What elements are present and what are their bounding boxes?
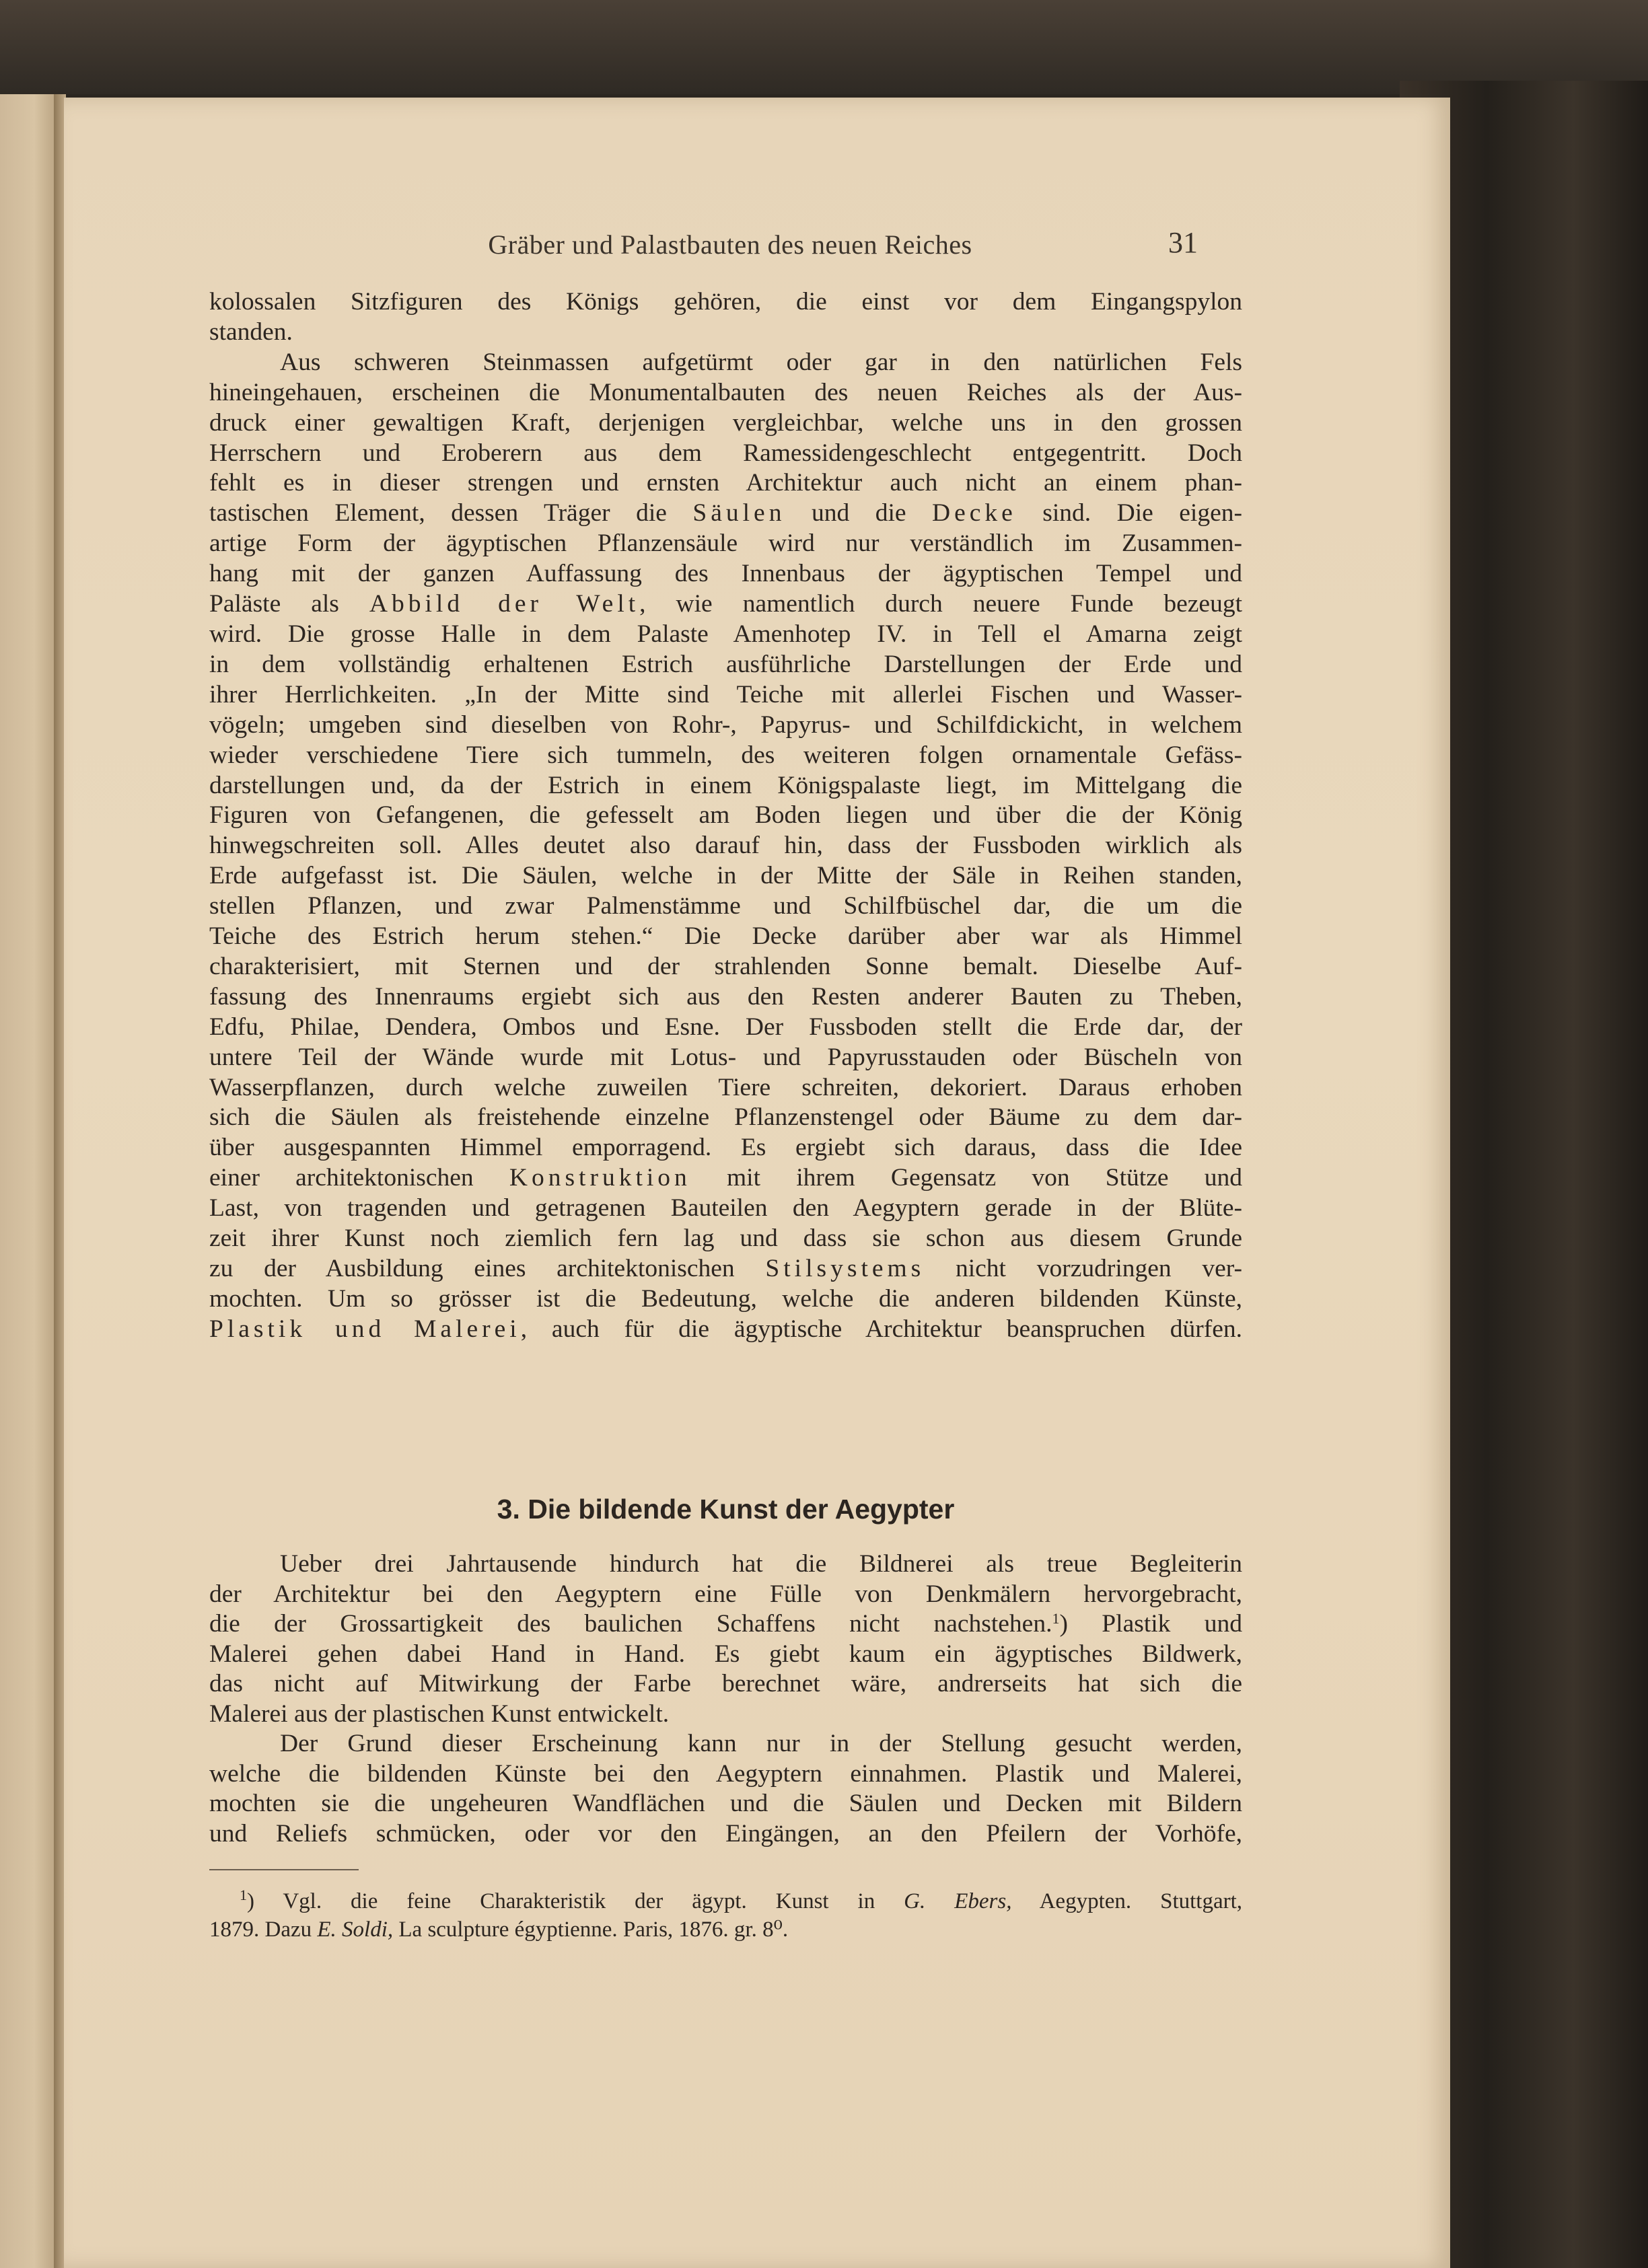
running-head: Gräber und Palastbauten des neuen Reiches — [488, 229, 972, 260]
text-line: wird. Die grosse Halle in dem Palaste Amenhotep IV. in Tell el Amarna zeigt — [209, 620, 1242, 648]
emphasis-text: Plastik und Malerei — [209, 1315, 521, 1343]
text-run: La sculpture égyptienne. Paris, 1876. gr. 8⁰. — [393, 1917, 789, 1942]
text-line — [209, 1254, 1242, 1284]
footnote-ref[interactable]: 1 — [1052, 1610, 1060, 1627]
text-line: untere Teil der Wände wurde mit Lotus- und Papyrusstauden oder Büscheln von — [209, 1043, 1242, 1071]
text-line: Figuren von Gefangenen, die gefesselt am Boden liegen und über die der König — [209, 801, 1242, 830]
text-line: sich die Säulen als freistehende einzelne Pflanzenstengel oder Bäume zu dem dar- — [209, 1103, 1242, 1132]
text-line — [209, 1315, 1242, 1345]
author-name: G. Ebers, — [904, 1889, 1012, 1913]
text-run: sind. Die eigen- — [1016, 499, 1242, 527]
text-line: in dem vollständig erhaltenen Estrich ausführliche Darstellungen der Erde und — [209, 650, 1242, 678]
text-run: mit ihrem Gegensatz von Stütze und — [690, 1164, 1242, 1192]
text-run: , auch für die ägyptische Architektur beanspruchen dürfen. — [520, 1315, 1242, 1343]
text-run: , wie namentlich durch neuere Funde bezeugt — [639, 590, 1242, 618]
text-run: und die — [785, 499, 933, 527]
text-run: Paläste als — [209, 590, 369, 618]
text-line: Der Grund dieser Erscheinung kann nur in der Stellung gesucht werden, — [280, 1730, 1242, 1757]
text-line: Edfu, Philae, Dendera, Ombos und Esne. Der Fussboden stellt die Erde dar, der — [209, 1013, 1242, 1041]
text-run: ) Plastik und — [1059, 1610, 1242, 1638]
text-line: welche die bildenden Künste bei den Aegyptern einnahmen. Plastik und Malerei, — [209, 1759, 1242, 1788]
emphasis-text: Stilsystems — [765, 1255, 925, 1282]
emphasis-text: Decke — [932, 499, 1017, 527]
text-line: Last, von tragenden und getragenen Bauteilen den Aegyptern gerade in der Blüte- — [209, 1194, 1242, 1222]
text-line: Ueber drei Jahrtausende hindurch hat die Bildnerei als treue Begleiterin — [280, 1550, 1242, 1578]
text-line: Malerei aus der plastischen Kunst entwickelt. — [209, 1699, 670, 1728]
text-line: Erde aufgefasst ist. Die Säulen, welche in der Mitte der Säle in Reihen standen, — [209, 862, 1242, 890]
text-line: der Architektur bei den Aegyptern eine Fülle von Denkmälern hervorgebracht, — [209, 1580, 1242, 1608]
body-text-section-3 — [209, 1549, 1242, 1849]
text-run: 1879. Dazu — [209, 1917, 318, 1942]
text-line: Aus schweren Steinmassen aufgetürmt oder gar in den natürlichen Fels — [280, 348, 1242, 376]
author-name: E. Soldi, — [317, 1917, 394, 1942]
footnote-marker: 1 — [240, 1887, 247, 1903]
text-line: kolossalen Sitzfiguren des Königs gehören, die einst vor dem Eingangspylon — [209, 288, 1242, 316]
text-line: hang mit der ganzen Auffassung des Innenbaus der ägyptischen Tempel und — [209, 560, 1242, 588]
section-heading: 3. Die bildende Kunst der Aegypter — [497, 1494, 955, 1525]
emphasis-text: Konstruktion — [509, 1164, 691, 1192]
text-run: zu der Ausbildung eines architektonischen — [209, 1255, 766, 1282]
facing-page-edge — [0, 94, 57, 2268]
text-line: standen. — [209, 318, 293, 346]
text-line: artige Form der ägyptischen Pflanzensäule wird nur verständlich im Zusammen- — [209, 529, 1242, 558]
text-run: Aegypten. Stuttgart, — [1011, 1889, 1242, 1913]
text-line: mochten sie die ungeheuren Wandflächen und die Säulen und Decken mit Bildern — [209, 1790, 1242, 1817]
text-run: ) Vgl. die feine Charakteristik der ägypt. Kunst in — [247, 1889, 904, 1913]
footnote-divider — [209, 1869, 359, 1870]
text-line: hineingehauen, erscheinen die Monumentalbauten des neuen Reiches als der Aus- — [209, 378, 1242, 406]
emphasis-text: Abbild der Welt — [369, 590, 640, 618]
text-line: Malerei gehen dabei Hand in Hand. Es giebt kaum ein ägyptisches Bildwerk, — [209, 1640, 1242, 1668]
footnote-line — [209, 1915, 1242, 1944]
text-run: tastischen Element, dessen Träger die — [209, 499, 693, 527]
text-line: darstellungen und, da der Estrich in einem Königspalaste liegt, im Mittelgang die — [209, 771, 1242, 799]
footnote-line — [209, 1887, 1242, 1915]
text-line: und Reliefs schmücken, oder vor den Eingängen, an den Pfeilern der Vorhöfe, — [209, 1819, 1242, 1848]
emphasis-text: Säulen — [692, 499, 786, 527]
text-line: zeit ihrer Kunst noch ziemlich fern lag und dass sie schon aus diesem Grunde — [209, 1224, 1242, 1253]
text-line: Wasserpflanzen, durch welche zuweilen Tiere schreiten, dekoriert. Daraus erhoben — [209, 1073, 1242, 1101]
text-line: fehlt es in dieser strengen und ernsten Architektur auch nicht an einem phan- — [209, 469, 1242, 497]
text-line — [209, 1609, 1242, 1640]
text-line — [209, 499, 1242, 529]
text-line: ihrer Herrlichkeiten. „In der Mitte sind Teiche mit allerlei Fischen und Wasser- — [209, 680, 1242, 708]
text-line: mochten. Um so grösser ist die Bedeutung, welche die anderen bildenden Künste, — [209, 1284, 1242, 1313]
text-line: hinwegschreiten soll. Alles deutet also darauf hin, dass der Fussboden wirklich als — [209, 832, 1242, 860]
text-line: über ausgespannten Himmel emporragend. Es ergiebt sich daraus, dass die Idee — [209, 1134, 1242, 1162]
text-line: charakterisiert, mit Sternen und der strahlenden Sonne bemalt. Dieselbe Auf- — [209, 952, 1242, 980]
text-line: vögeln; umgeben sind dieselben von Rohr-, Papyrus- und Schilfdickicht, in welchem — [209, 710, 1242, 739]
text-line — [209, 589, 1242, 620]
text-line — [209, 1163, 1242, 1194]
text-run: die der Grossartigkeit des baulichen Schaffens nicht nachstehen. — [209, 1610, 1052, 1638]
text-line: stellen Pflanzen, und zwar Palmenstämme und Schilfbüschel dar, die um die — [209, 892, 1242, 920]
text-line: fassung des Innenraums ergiebt sich aus den Resten anderer Bauten zu Theben, — [209, 982, 1242, 1011]
text-run: einer architektonischen — [209, 1164, 509, 1192]
text-line: wieder verschiedene Tiere sich tummeln, des weiteren folgen ornamentale Gefäss- — [209, 741, 1242, 769]
book-page — [64, 98, 1450, 2268]
text-line: das nicht auf Mitwirkung der Farbe berechnet wäre, andrerseits hat sich die — [209, 1670, 1242, 1697]
text-run: nicht vorzudringen ver- — [925, 1255, 1242, 1282]
text-line: Teiche des Estrich herum stehen.“ Die Decke darüber aber war als Himmel — [209, 922, 1242, 951]
text-line: Herrschern und Eroberern aus dem Ramessidengeschlecht entgegentritt. Doch — [209, 439, 1242, 467]
text-line: druck einer gewaltigen Kraft, derjenigen vergleichbar, welche uns in den grossen — [209, 408, 1242, 437]
page-number: 31 — [1168, 226, 1198, 259]
footnote — [209, 1887, 1242, 1944]
book-cover-top — [0, 0, 1648, 94]
body-text — [209, 287, 1242, 1345]
